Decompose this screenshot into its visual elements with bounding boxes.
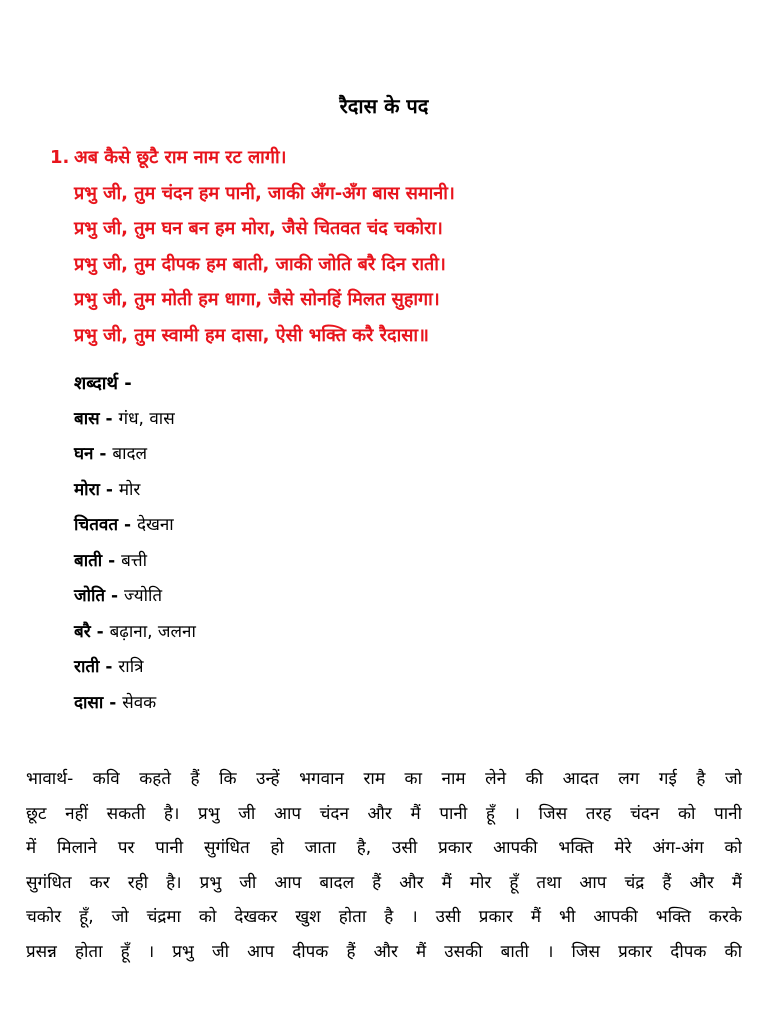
- glossary-term: दासा: [74, 692, 104, 713]
- glossary-meaning: देखना: [136, 515, 174, 535]
- glossary-separator: -: [90, 621, 110, 642]
- glossary-separator: -: [99, 657, 119, 677]
- glossary-entry: [74, 544, 574, 580]
- glossary-entry: [74, 650, 574, 686]
- poem-number: 1.: [50, 147, 70, 168]
- meaning-paragraph: [26, 762, 742, 970]
- glossary-entry: [74, 686, 574, 722]
- glossary-term: घन: [74, 444, 94, 464]
- glossary-separator: -: [99, 479, 119, 500]
- glossary-meaning: सेवक: [122, 692, 157, 713]
- glossary-term: बास: [74, 408, 100, 429]
- meaning-line: में मिलाने पर पानी सुगंधित हो जाता है, उसी प्रकार आपकी भक्ति मेरे अंग-अंग को: [26, 838, 742, 859]
- document-title: रैदास के पद: [339, 94, 429, 118]
- glossary-entry: [74, 579, 574, 615]
- poem-block: [50, 140, 740, 354]
- glossary-meaning: रात्रि: [118, 657, 144, 677]
- meaning-line: छूट नहीं सकती है। प्रभु जी आप चंदन और मैं पानी हूँ । जिस तरह चंदन को पानी: [26, 803, 742, 824]
- glossary-meaning: मोर: [118, 479, 141, 500]
- glossary-meaning: बढ़ाना, जलना: [109, 621, 196, 642]
- poem-line: प्रभु जी, तुम दीपक हम बाती, जाकी जोति बरै दिन राती।: [74, 253, 446, 275]
- glossary-entry: [74, 402, 574, 438]
- glossary-entry: [74, 508, 574, 544]
- glossary-entry: [74, 437, 574, 473]
- meaning-line: भावार्थ- कवि कहते हैं कि उन्हें भगवान राम का नाम लेने की आदत लग गई है जो: [26, 769, 742, 789]
- meaning-line: सुगंधित कर रही है। प्रभु जी आप बादल हैं और मैं मोर हूँ तथा आप चंद्र हैं और मैं: [26, 872, 742, 893]
- glossary-heading: शब्दार्थ -: [74, 373, 132, 394]
- glossary-separator: -: [118, 515, 137, 535]
- poem-line: प्रभु जी, तुम चंदन हम पानी, जाकी अँग-अँग बास समानी।: [74, 182, 455, 204]
- glossary-meaning: गंध, वास: [118, 408, 175, 429]
- poem-line: प्रभु जी, तुम घन बन हम मोरा, जैसे चितवत चंद चकोरा।: [74, 218, 443, 240]
- glossary-entry: [74, 615, 574, 651]
- glossary-separator: -: [103, 692, 123, 713]
- glossary-term: चितवत: [74, 515, 119, 535]
- glossary-list: [74, 402, 574, 722]
- glossary-separator: -: [105, 586, 125, 606]
- glossary-term: मोरा: [74, 479, 100, 500]
- meaning-line: चकोर हूँ, जो चंद्रमा को देखकर खुश होता है । उसी प्रकार मैं भी आपकी भक्ति करके: [26, 907, 742, 928]
- glossary-separator: -: [93, 444, 113, 464]
- glossary-term: राती: [74, 657, 100, 677]
- glossary-separator: -: [99, 408, 119, 429]
- poem-line: प्रभु जी, तुम स्वामी हम दासा, ऐसी भक्ति करै रैदासा॥: [74, 324, 429, 346]
- poem-line: प्रभु जी, तुम मोती हम धागा, जैसे सोनहिं मिलत सुहागा।: [74, 289, 440, 311]
- glossary-entry: [74, 473, 574, 509]
- poem-line: [50, 140, 740, 176]
- meaning-line: प्रसन्न होता हूँ । प्रभु जी आप दीपक हैं और मैं उसकी बाती । जिस प्रकार दीपक की: [26, 941, 742, 962]
- poem-line-text: अब कैसे छूटै राम नाम रट लागी।: [74, 147, 287, 168]
- glossary-meaning: ज्योति: [124, 586, 163, 606]
- glossary-term: जोति: [74, 586, 106, 606]
- glossary-separator: -: [102, 550, 122, 571]
- glossary-block: [74, 366, 574, 721]
- glossary-term: बाती: [74, 550, 103, 571]
- glossary-term: बरै: [74, 621, 91, 642]
- glossary-meaning: बत्ती: [121, 550, 147, 571]
- glossary-meaning: बादल: [112, 444, 148, 464]
